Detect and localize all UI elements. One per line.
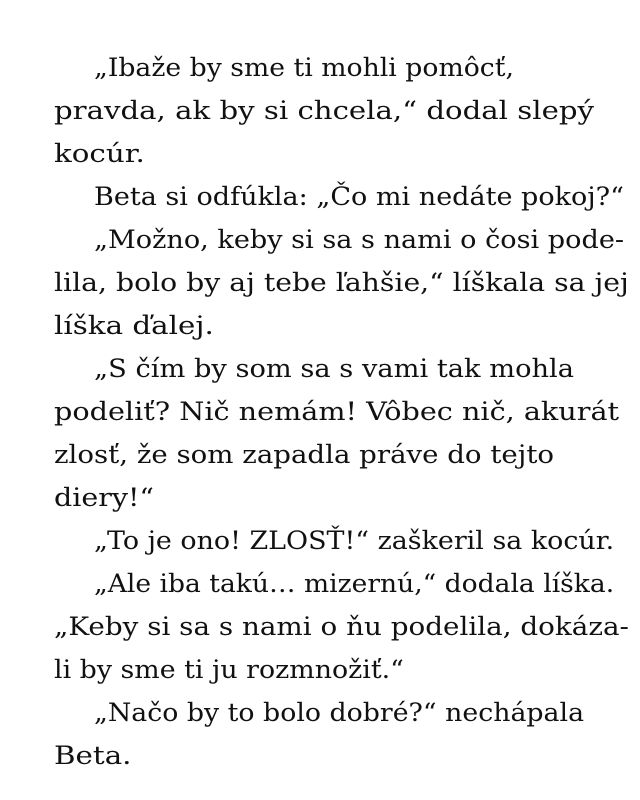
text-line: zlosť, že som zapadla práve do tejto xyxy=(54,440,555,470)
text-line: „Načo by to bolo dobré?“ nechápala xyxy=(94,698,585,728)
text-line: lila, bolo by aj tebe ľahšie,“ líškala sa jej xyxy=(54,268,629,298)
text-line: „To je ono! ZLOSŤ!“ zaškeril sa kocúr. xyxy=(94,526,615,556)
text-line: Beta si odfúkla: „Čo mi nedáte pokoj?“ xyxy=(94,182,624,212)
text-line: li by sme ti ju rozmnožiť.“ xyxy=(54,655,404,685)
text-line: „Možno, keby si sa s nami o čosi pode- xyxy=(94,225,625,255)
text-line: „Ale iba takú… mizernú,“ dodala líška. xyxy=(94,569,615,599)
text-line: líška ďalej. xyxy=(54,311,214,341)
text-line: „Ibaže by sme ti mohli pomôcť, xyxy=(94,53,514,83)
text-line: diery!“ xyxy=(54,483,155,513)
text-line: „Keby si sa s nami o ňu podelila, dokáza- xyxy=(54,612,629,642)
text-line: pravda, ak by si chcela,“ dodal slepý xyxy=(54,96,594,126)
text-line: Beta. xyxy=(54,741,132,771)
text-line: kocúr. xyxy=(54,139,145,169)
text-line: podeliť? Nič nemám! Vôbec nič, akurát xyxy=(54,397,620,427)
text-line: „S čím by som sa s vami tak mohla xyxy=(94,354,575,384)
